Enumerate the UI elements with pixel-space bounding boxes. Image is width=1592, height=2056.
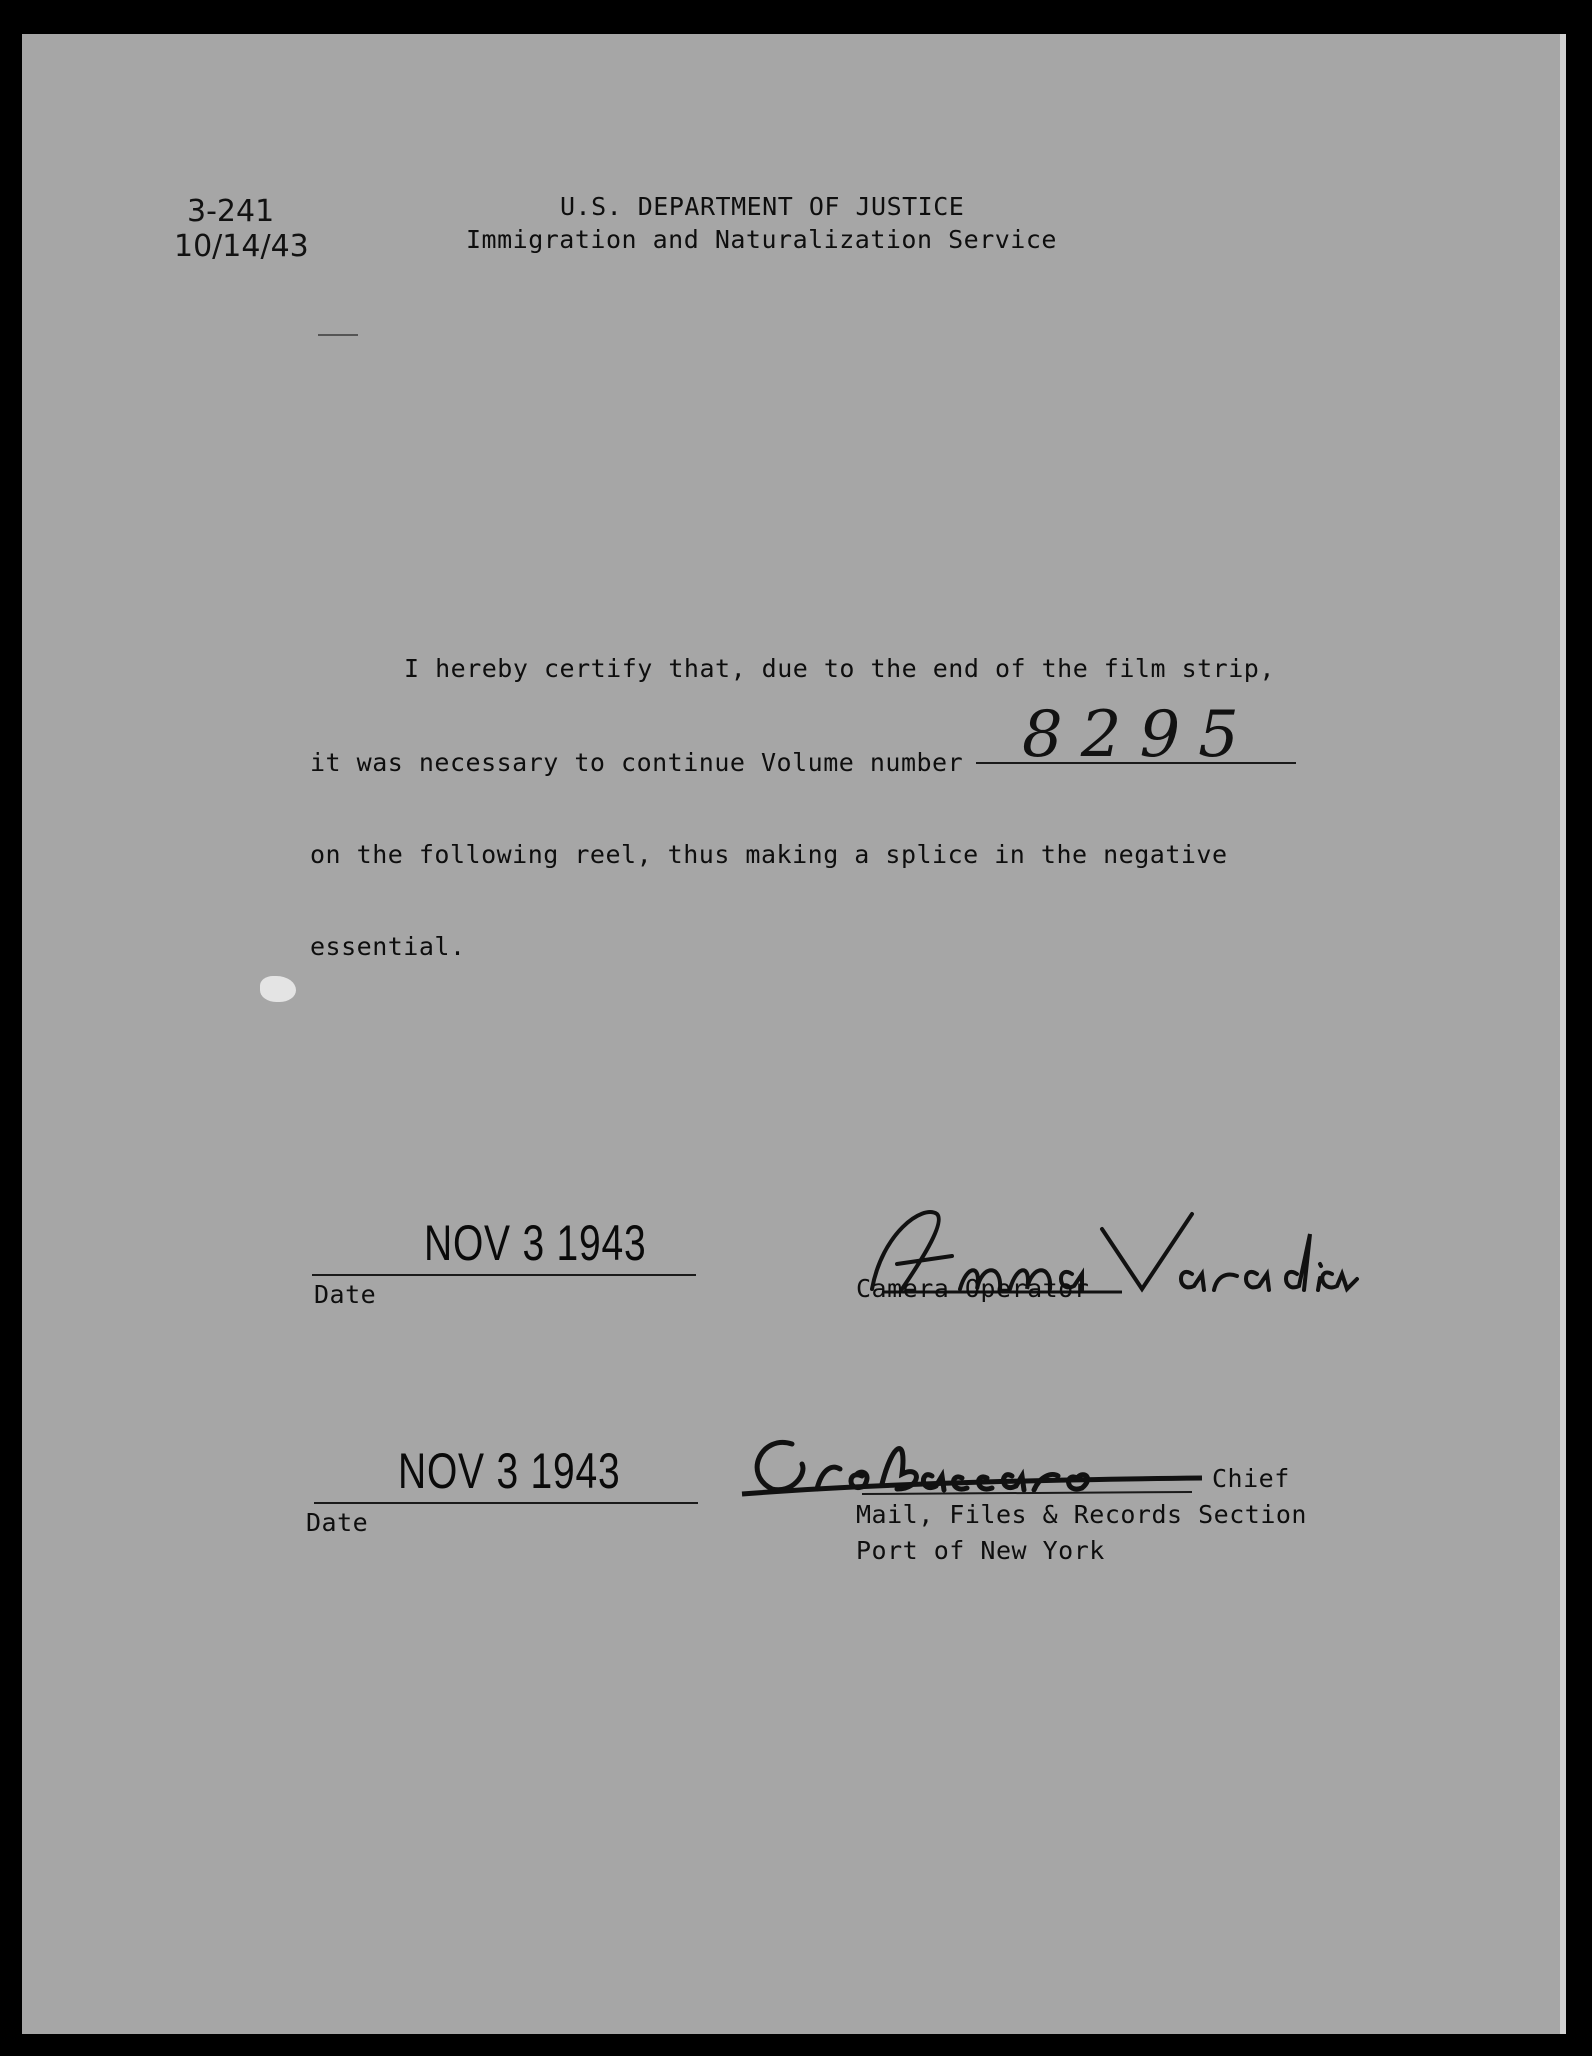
volume-number: 8295 (1022, 698, 1257, 772)
chief-title-1: Chief (1212, 1464, 1290, 1493)
service-title: Immigration and Naturalization Service (466, 225, 1057, 254)
form-date: 10/14/43 (174, 229, 309, 264)
camera-date-label: Date (314, 1280, 377, 1309)
certificate-line-2: it was necessary to continue Volume number (310, 748, 964, 777)
document-page (22, 34, 1566, 2034)
camera-operator-title: Camera Operator (856, 1274, 1090, 1303)
chief-date-line (314, 1502, 698, 1504)
chief-date-label: Date (306, 1508, 369, 1537)
certificate-line-4: essential. (310, 932, 466, 961)
stray-mark (318, 334, 358, 336)
camera-date-stamp: NOV 3 1943 (424, 1215, 647, 1271)
camera-operator-signature (842, 1194, 1362, 1324)
paper-speck (260, 976, 296, 1002)
chief-title-2: Mail, Files & Records Section (856, 1500, 1307, 1529)
chief-date-stamp: NOV 3 1943 (398, 1443, 621, 1499)
department-title: U.S. DEPARTMENT OF JUSTICE (560, 192, 965, 221)
form-number: 3-241 (187, 194, 275, 229)
camera-date-line (312, 1274, 696, 1276)
certificate-line-1: I hereby certify that, due to the end of the film strip, (404, 654, 1275, 683)
chief-title-3: Port of New York (856, 1536, 1105, 1565)
certificate-line-3: on the following reel, thus making a splice in the negative (310, 840, 1228, 869)
